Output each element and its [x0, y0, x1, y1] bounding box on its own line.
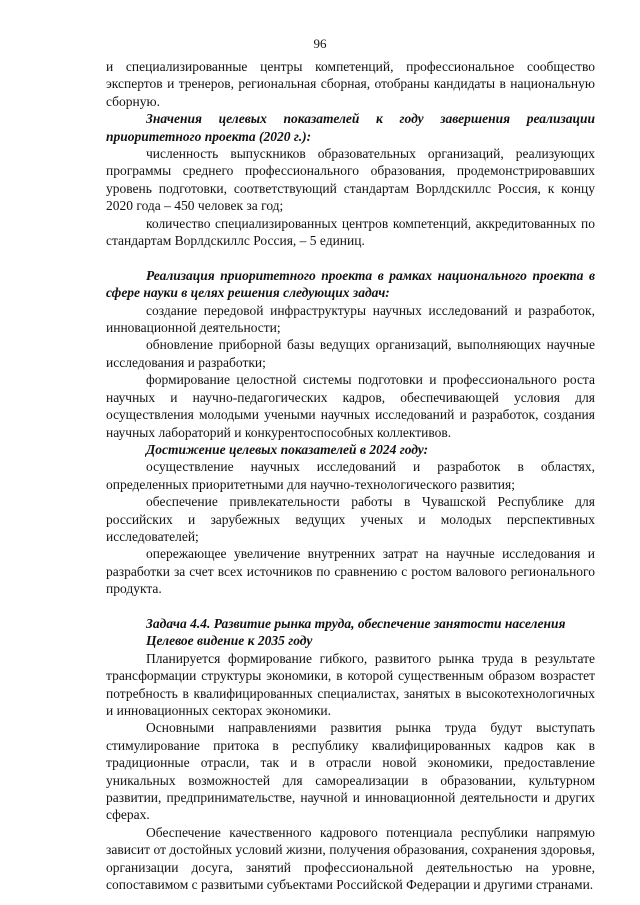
section-spacer [106, 249, 595, 266]
section-heading: Задача 4.4. Развитие рынка труда, обеспечение занятости населения [146, 615, 566, 631]
paragraph: обновление приборной базы ведущих организаций, выполняющих научные исследования и разработки; [106, 337, 595, 370]
paragraph: формирование целостной системы подготовки и профессионального роста научных и научно-педагогических кадров, обеспечивающей условия для осуществления молодыми учеными научных исследований и разработок, создания научных лабораторий и конкурентоспособных коллективов. [106, 372, 595, 440]
paragraph: создание передовой инфраструктуры научных исследований и разработок, инновационной деятельности; [106, 302, 595, 336]
section-heading: Достижение целевых показателей в 2024 году: [146, 441, 429, 457]
section-heading: Значения целевых показателей к году завершения реализации приоритетного проекта (2020 г.): [106, 111, 595, 144]
paragraph: Обеспечение качественного кадрового потенциала республики напрямую зависит от достойных условий жизни, получения образования, сохранения здоровья, организации досуга, занятий профессиональной деятельностью на уровне, сопоставимом с развитыми субъектами Российской Федерации и другими странами. [106, 824, 595, 893]
document-body [106, 58, 595, 893]
page-number: 96 [313, 36, 327, 51]
paragraph: Планируется формирование гибкого, развитого рынка труда в результате трансформации структуры экономики, в которой существенным образом возрастет потребность в квалифицированных специалистах, занятых в высокотехнологичных и инновационных секторах экономики. [106, 650, 595, 718]
paragraph: Основными направлениями развития рынка труда будут выступать стимулирование притока в республику квалифицированных кадров как в традиционные отрасли, так и в отрасли новой экономики, предоставление уникальных возможностей для самореализации в образовании, культурном развитии, предпринимательстве, научной и инновационной деятельности и других сферах. [106, 720, 595, 823]
paragraph: обеспечение привлекательности работы в Чувашской Республике для российских и зарубежных ведущих ученых и молодых перспективных исследователей; [106, 494, 595, 544]
section-spacer [106, 598, 595, 615]
paragraph: опережающее увеличение внутренних затрат на научные исследования и разработки за счет всех источников по сравнению с ростом валового регионального продукта. [106, 546, 595, 597]
paragraph: осуществление научных исследований и разработок в областях, определенных приоритетными для научно-технологического развития; [106, 459, 595, 492]
paragraph: и специализированные центры компетенций, профессиональное сообщество экспертов и тренеров, региональная сборная, отобраны кандидаты в национальную сборную. [106, 59, 595, 109]
section-heading: Реализация приоритетного проекта в рамках национального проекта в сфере науки в целях решения следующих задач: [106, 267, 595, 301]
paragraph: количество специализированных центров компетенций, аккредитованных по стандартам Ворлдскиллс Россия, – 5 единиц. [106, 215, 595, 249]
paragraph: численность выпускников образовательных организаций, реализующих программы среднего профессионального образования, продемонстрировавших уровень подготовки, соответствующий стандартам Ворлдскиллс Россия, к концу 2020 года – 450 человек за год; [106, 146, 595, 214]
section-heading: Целевое видение к 2035 году [146, 633, 313, 649]
